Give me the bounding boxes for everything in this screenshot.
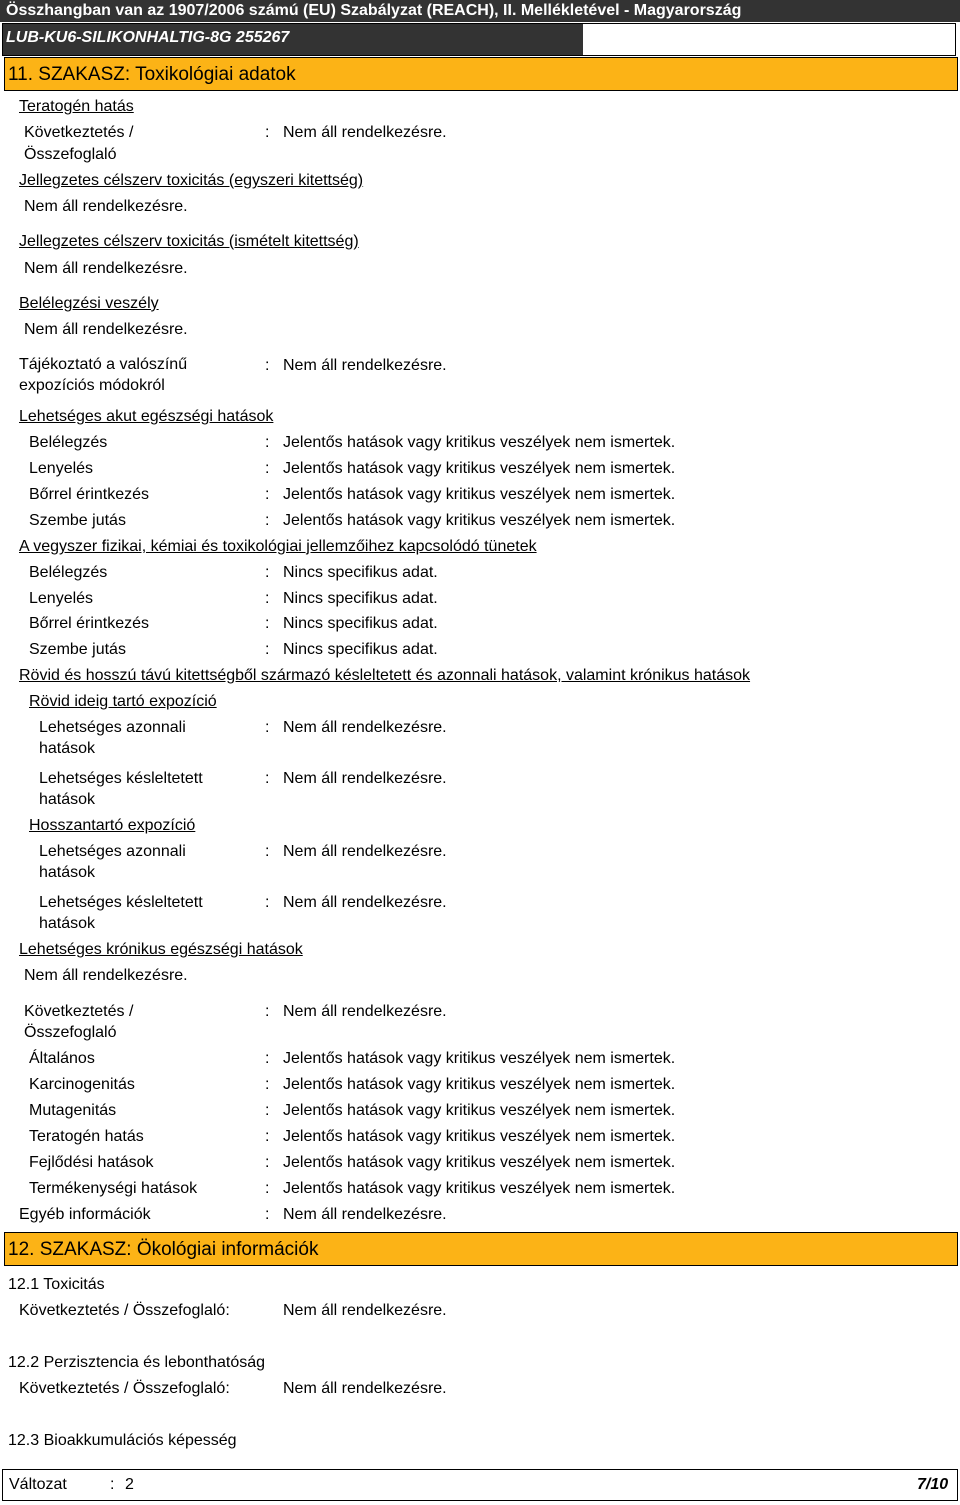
stot-single-heading: Jellegzetes célszerv toxicitás (egyszeri kitettség) [19,172,364,189]
colon: : [110,1476,115,1493]
chronic-conclusion-value: Nem áll rendelkezésre. [283,1003,447,1020]
stot-repeated-value: Nem áll rendelkezésre. [24,260,188,277]
short-delayed-value: Nem áll rendelkezésre. [283,770,447,787]
toxicity-value: Nem áll rendelkezésre. [283,1302,447,1319]
document-header-title: Összhangban van az 1907/2006 számú (EU) Szabályzat (REACH), II. Mellékletével - Magyarország [6,2,742,19]
colon: : [265,843,270,860]
acute-row-value: Jelentős hatások vagy kritikus veszélyek nem ismertek. [283,460,676,477]
symptoms-row-label: Szembe jutás [29,641,126,658]
persistence-label: Következtetés / Összefoglaló: [19,1380,230,1397]
toxicity-label: Következtetés / Összefoglaló: [19,1302,230,1319]
colon: : [265,770,270,787]
symptoms-heading: A vegyszer fizikai, kémiai és toxikológiai jellemzőihez kapcsolódó tünetek [19,538,537,555]
aspiration-heading: Belélegzési veszély [19,295,159,312]
persistence-heading: 12.2 Perzisztencia és lebonthatóság [8,1354,266,1371]
page-footer [2,1469,958,1501]
product-name: LUB-KU6-SILIKONHALTIG-8G 255267 [6,29,290,46]
colon: : [265,1076,270,1093]
long-exposure-heading: Hosszantartó expozíció [29,817,196,834]
stot-single-value: Nem áll rendelkezésre. [24,198,188,215]
acute-row-label: Lenyelés [29,460,94,477]
colon: : [265,1128,270,1145]
aspiration-value: Nem áll rendelkezésre. [24,321,188,338]
chronic-row-value: Jelentős hatások vagy kritikus veszélyek nem ismertek. [283,1128,676,1145]
long-immediate-label-1: Lehetséges azonnali [39,843,186,860]
short-delayed-label-2: hatások [39,791,96,808]
chronic-row-value: Jelentős hatások vagy kritikus veszélyek nem ismertek. [283,1102,676,1119]
long-immediate-value: Nem áll rendelkezésre. [283,843,447,860]
acute-row-value: Jelentős hatások vagy kritikus veszélyek nem ismertek. [283,486,676,503]
chronic-row-value: Jelentős hatások vagy kritikus veszélyek nem ismertek. [283,1076,676,1093]
section-12-title: 12. SZAKASZ: Ökológiai információk [8,1239,319,1260]
chronic-row-label: Általános [29,1050,95,1067]
version-label: Változat [9,1476,67,1493]
colon: : [265,1050,270,1067]
chronic-row-value: Jelentős hatások vagy kritikus veszélyek nem ismertek. [283,1050,676,1067]
short-delayed-label-1: Lehetséges késleltetett [39,770,203,787]
bioaccumulation-heading: 12.3 Bioakkumulációs képesség [8,1432,237,1449]
colon: : [265,460,270,477]
colon: : [265,1154,270,1171]
colon: : [265,512,270,529]
colon: : [265,357,270,374]
short-immediate-value: Nem áll rendelkezésre. [283,719,447,736]
teratogen-heading: Teratogén hatás [19,98,134,115]
colon: : [265,615,270,632]
delayed-heading: Rövid és hosszú távú kitettségből származó késleltetett és azonnali hatások, valamint krónikus hatások [19,667,751,684]
exposure-routes-label-2: expozíciós módokról [19,377,165,394]
colon: : [265,564,270,581]
symptoms-row-value: Nincs specifikus adat. [283,641,438,658]
chronic-row-label: Fejlődési hatások [29,1154,154,1171]
symptoms-row-value: Nincs specifikus adat. [283,590,438,607]
colon: : [265,894,270,911]
page-number: 7/10 [917,1476,949,1493]
chronic-row-label: Mutagenitás [29,1102,117,1119]
colon: : [265,1180,270,1197]
acute-row-value: Jelentős hatások vagy kritikus veszélyek nem ismertek. [283,512,676,529]
acute-row-label: Bőrrel érintkezés [29,486,150,503]
symptoms-row-label: Belélegzés [29,564,108,581]
long-delayed-value: Nem áll rendelkezésre. [283,894,447,911]
toxicity-heading: 12.1 Toxicitás [8,1276,105,1293]
teratogen-value: Nem áll rendelkezésre. [283,124,447,141]
colon: : [265,641,270,658]
chronic-conclusion-label-1: Következtetés / [24,1003,134,1020]
exposure-routes-label-1: Tájékoztató a valószínű [19,356,188,373]
colon: : [265,719,270,736]
section-11-title: 11. SZAKASZ: Toxikológiai adatok [8,64,296,85]
colon: : [265,1102,270,1119]
version-value: 2 [125,1476,134,1493]
symptoms-row-value: Nincs specifikus adat. [283,564,438,581]
long-delayed-label-2: hatások [39,915,96,932]
long-delayed-label-1: Lehetséges késleltetett [39,894,203,911]
colon: : [265,1206,270,1223]
chronic-value: Nem áll rendelkezésre. [24,967,188,984]
colon: : [265,1003,270,1020]
colon: : [265,124,270,141]
short-immediate-label-1: Lehetséges azonnali [39,719,186,736]
stot-repeated-heading: Jellegzetes célszerv toxicitás (ismételt kitettség) [19,233,359,250]
chronic-heading: Lehetséges krónikus egészségi hatások [19,941,303,958]
chronic-row-value: Jelentős hatások vagy kritikus veszélyek nem ismertek. [283,1180,676,1197]
symptoms-row-label: Bőrrel érintkezés [29,615,150,632]
acute-row-value: Jelentős hatások vagy kritikus veszélyek nem ismertek. [283,434,676,451]
colon: : [265,486,270,503]
other-info-label: Egyéb információk [19,1206,151,1223]
exposure-routes-value: Nem áll rendelkezésre. [283,357,447,374]
acute-row-label: Szembe jutás [29,512,126,529]
persistence-value: Nem áll rendelkezésre. [283,1380,447,1397]
acute-heading: Lehetséges akut egészségi hatások [19,408,274,425]
long-immediate-label-2: hatások [39,864,96,881]
chronic-row-label: Termékenységi hatások [29,1180,198,1197]
chronic-row-label: Teratogén hatás [29,1128,144,1145]
other-info-value: Nem áll rendelkezésre. [283,1206,447,1223]
chronic-row-label: Karcinogenitás [29,1076,135,1093]
colon: : [265,590,270,607]
teratogen-label-1: Következtetés / [24,124,134,141]
teratogen-label-2: Összefoglaló [24,146,117,163]
chronic-row-value: Jelentős hatások vagy kritikus veszélyek nem ismertek. [283,1154,676,1171]
colon: : [265,434,270,451]
symptoms-row-value: Nincs specifikus adat. [283,615,438,632]
chronic-conclusion-label-2: Összefoglaló [24,1024,117,1041]
short-exposure-heading: Rövid ideig tartó expozíció [29,693,217,710]
acute-row-label: Belélegzés [29,434,108,451]
short-immediate-label-2: hatások [39,740,96,757]
symptoms-row-label: Lenyelés [29,590,94,607]
